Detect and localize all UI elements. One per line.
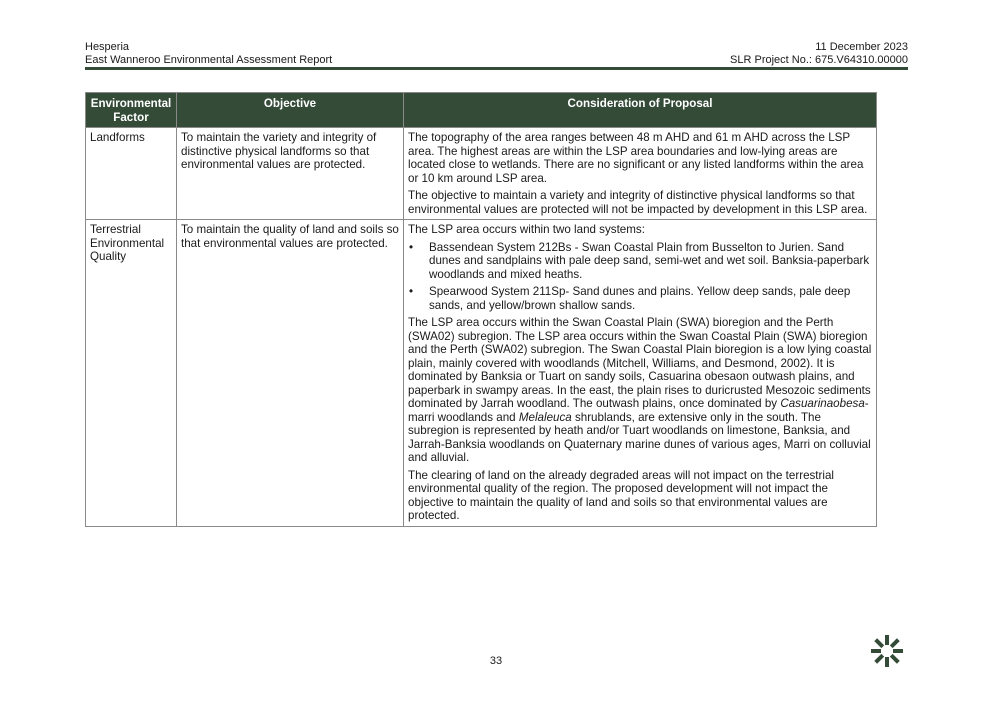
project-number: SLR Project No.: 675.V64310.00000 xyxy=(730,54,908,66)
factor-cell: Landforms xyxy=(86,128,177,220)
column-header-consideration: Consideration of Proposal xyxy=(404,93,877,128)
paragraph-text: shrublands, are extensive only in the south. The subregion is represented by heath and/or Tuart woodlands on limestone, Banksia, and Jarrah-Banksia woodlands on Quaternary marine dunes of various ages, Marri on colluvial and alluvial. xyxy=(408,410,871,464)
header-left xyxy=(85,41,332,67)
list-item-text: Bassendean System 212Bs - Swan Coastal Plain from Busselton to Jurien. Sand dunes and sandplains with pale deep sand, semi-wet and wet soil. Banksia-paperbark woodlands and mixed heaths. xyxy=(429,240,870,281)
paragraph-text: The LSP area occurs within the Swan Coastal Plain (SWA) bioregion and the Perth (SWA02) subregion. The LSP area occurs within the Swan Coastal Plain (SWA) bioregion and the Perth (SWA02) subregion. The Swan Coastal Plain bioregion is a low lying coastal plain, mainly covered with woodlands (Mitchell, Williams, and Desmond, 2002). It is dominated by Banksia or Tuart on sandy soils, Casuarina obesaon outwash plains, and paperbark in swampy areas. In the east, the plain rises to duricrusted Mesozoic sediments dominated by Jarrah woodland. The outwash plains, once dominated by xyxy=(408,316,872,410)
factor-cell: Terrestrial Environmental Quality xyxy=(86,220,177,527)
species-name: Casuarinaobesa xyxy=(780,397,865,410)
paragraph: The topography of the area ranges between 48 m AHD and 61 m AHD across the LSP area. The highest areas are within the LSP area boundaries and low-lying areas are located close to wetlands. There are no significant or any listed landforms within the area or 10 km around LSP area. xyxy=(408,131,864,185)
bullet-dot-icon: • xyxy=(409,285,414,298)
paragraph: The objective to maintain a variety and integrity of distinctive physical landforms so that environmental values are protected will not be impacted by development in this LSP area. xyxy=(408,189,868,216)
column-header-factor: Environmental Factor xyxy=(86,93,177,128)
company-name: Hesperia xyxy=(85,41,130,53)
report-title: East Wanneroo Environmental Assessment Report xyxy=(85,54,333,66)
page-number: 33 xyxy=(489,655,503,667)
paragraph-text: -marri woodlands and xyxy=(408,397,869,424)
table-row xyxy=(86,128,877,220)
land-systems-list xyxy=(408,241,872,313)
list-item-text: Spearwood System 211Sp- Sand dunes and plains. Yellow deep sands, pale deep sands, and yellow/brown shallow sands. xyxy=(429,285,851,312)
report-date: 11 December 2023 xyxy=(815,41,908,53)
paragraph xyxy=(408,316,872,465)
table-row xyxy=(86,220,877,527)
objective-cell: To maintain the quality of land and soils so that environmental values are protected. xyxy=(177,220,404,527)
paragraph: The LSP area occurs within two land systems: xyxy=(408,223,645,236)
table-header-row xyxy=(86,93,877,128)
consideration-cell xyxy=(404,220,877,527)
list-item xyxy=(408,285,872,312)
environmental-factors-table xyxy=(85,92,877,527)
header-divider xyxy=(85,67,908,70)
header-right xyxy=(730,41,908,67)
slr-logo-icon xyxy=(869,633,905,669)
consideration-cell xyxy=(404,128,877,220)
column-header-objective: Objective xyxy=(177,93,404,128)
objective-cell: To maintain the variety and integrity of distinctive physical landforms so that environmental values are protected. xyxy=(177,128,404,220)
species-name: Melaleuca xyxy=(518,410,572,424)
list-item xyxy=(408,241,872,282)
bullet-dot-icon: • xyxy=(409,240,414,254)
paragraph: The clearing of land on the already degraded areas will not impact on the terrestrial environmental quality of the region. The proposed development will not impact the objective to maintain the quality of land and soils so that environmental values are protected. xyxy=(408,468,834,522)
